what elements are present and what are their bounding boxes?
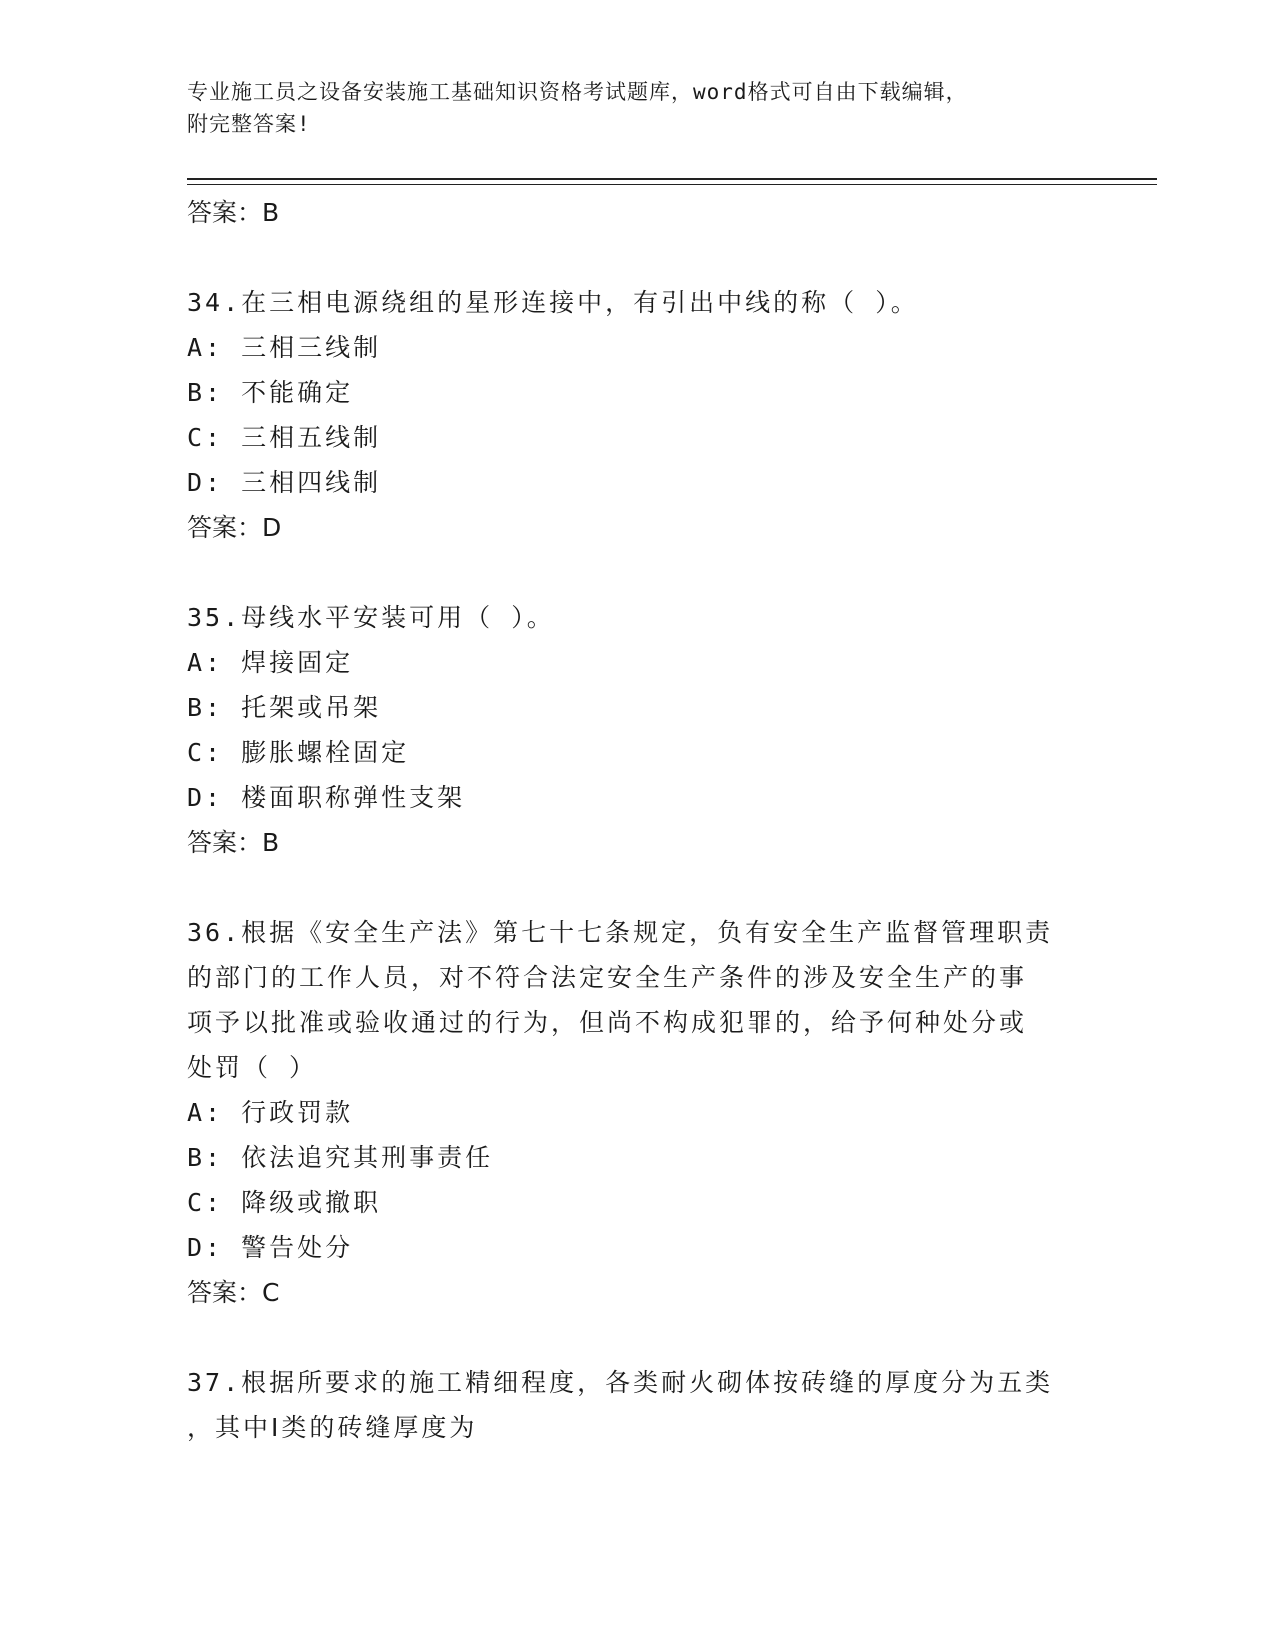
answer-line: 答案：C	[187, 1278, 280, 1307]
question-block	[187, 1360, 1087, 1450]
question-text-line: 的部门的工作人员，对不符合法定安全生产条件的涉及安全生产的事	[187, 963, 1028, 992]
option-a: A: 三相三线制	[187, 333, 382, 362]
header-rule-thin	[187, 184, 1157, 185]
option-d: D: 楼面职称弹性支架	[187, 783, 466, 812]
option-c: C: 膨胀螺栓固定	[187, 738, 410, 767]
question-text-line: 项予以批准或验收通过的行为，但尚不构成犯罪的，给予何种处分或	[187, 1008, 1028, 1037]
question-text-line: 处罚（ ）	[187, 1053, 318, 1082]
answer-line: 答案：B	[187, 828, 280, 857]
option-a: A: 焊接固定	[187, 648, 354, 677]
document-header	[187, 76, 1087, 140]
question-list	[187, 190, 1087, 1450]
option-b: B: 依法追究其刑事责任	[187, 1143, 494, 1172]
option-c: C: 降级或撤职	[187, 1188, 382, 1217]
question-block	[187, 910, 1087, 1316]
option-a: A: 行政罚款	[187, 1098, 354, 1127]
option-c: C: 三相五线制	[187, 423, 382, 452]
option-b: B: 不能确定	[187, 378, 354, 407]
question-text-line: ，其中Ⅰ类的砖缝厚度为	[187, 1413, 478, 1442]
question-block	[187, 595, 1087, 866]
header-rule-thick	[187, 178, 1157, 180]
option-d: D: 三相四线制	[187, 468, 382, 497]
header-line-1: 专业施工员之设备安装施工基础知识资格考试题库，word格式可自由下载编辑，	[187, 80, 968, 104]
question-text-line: 36.根据《安全生产法》第七十七条规定，负有安全生产监督管理职责	[187, 918, 1054, 947]
question-block	[187, 280, 1087, 551]
answer-line: 答案：D	[187, 513, 282, 542]
option-b: B: 托架或吊架	[187, 693, 382, 722]
question-text-line: 37.根据所要求的施工精细程度，各类耐火砌体按砖缝的厚度分为五类	[187, 1368, 1054, 1397]
option-d: D: 警告处分	[187, 1233, 354, 1262]
question-text: 35.母线水平安装可用（ ）。	[187, 603, 555, 632]
header-line-2: 附完整答案!	[187, 112, 311, 136]
question-text: 34.在三相电源绕组的星形连接中，有引出中线的称（ ）。	[187, 288, 919, 317]
answer-line: 答案：B	[187, 198, 280, 227]
